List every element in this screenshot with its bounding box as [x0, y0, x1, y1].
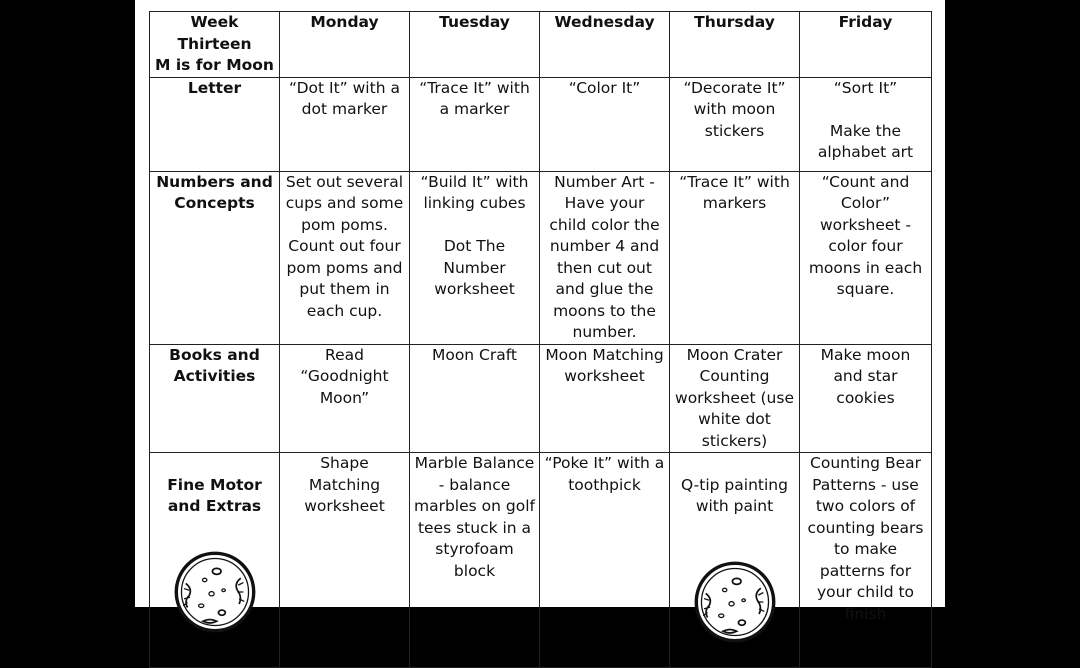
row-label-letter: Letter: [150, 77, 280, 171]
table-cell: Marble Balance - balance marbles on golf tees stuck in a styrofoam block: [410, 453, 540, 668]
row-label-books: Books and Activities: [150, 344, 280, 453]
table-cell: Moon Matching worksheet: [540, 344, 670, 453]
table-cell: Moon Crater Counting worksheet (use white dot stickers): [670, 344, 800, 453]
row-label-fine-motor: Fine Motor and Extras: [150, 453, 280, 668]
table-row: [150, 453, 932, 668]
table-cell: Shape Matching worksheet: [280, 453, 410, 668]
header-thursday: Thursday: [670, 12, 800, 78]
table-cell: Q-tip painting with paint: [670, 453, 800, 668]
header-wednesday: Wednesday: [540, 12, 670, 78]
table-cell: “Build It” with linking cubes Dot The Number worksheet: [410, 171, 540, 344]
table-cell: “Sort It” Make the alphabet art: [800, 77, 932, 171]
table-cell: “Trace It” with markers: [670, 171, 800, 344]
header-row: [150, 12, 932, 78]
table-cell: “Count and Color” worksheet - color four moons in each square.: [800, 171, 932, 344]
table-cell: Read “Goodnight Moon”: [280, 344, 410, 453]
header-monday: Monday: [280, 12, 410, 78]
table-cell: “Trace It” with a marker: [410, 77, 540, 171]
moon-clipart: [172, 549, 258, 635]
table-cell: “Decorate It” with moon stickers: [670, 77, 800, 171]
header-tuesday: Tuesday: [410, 12, 540, 78]
table-row: [150, 77, 932, 171]
table-cell: “Dot It” with a dot marker: [280, 77, 410, 171]
table-cell: Set out several cups and some pom poms. Count out four pom poms and put them in each cup.: [280, 171, 410, 344]
lesson-plan-page: [135, 0, 945, 623]
table-cell: “Color It”: [540, 77, 670, 171]
table-row: [150, 171, 932, 344]
table-row: [150, 344, 932, 453]
week-title-cell: Week Thirteen M is for Moon: [150, 12, 280, 78]
table-cell: Moon Craft: [410, 344, 540, 453]
row-label-numbers: Numbers and Concepts: [150, 171, 280, 344]
table-cell: “Poke It” with a toothpick: [540, 453, 670, 668]
table-cell: Number Art - Have your child color the number 4 and then cut out and glue the moons to the number.: [540, 171, 670, 344]
table-cell: Make moon and star cookies: [800, 344, 932, 453]
moon-clipart: [692, 559, 778, 645]
header-friday: Friday: [800, 12, 932, 78]
table-cell: Counting Bear Patterns - use two colors of counting bears to make patterns for your child to finish: [800, 453, 932, 668]
weekly-plan-table: [149, 11, 932, 668]
